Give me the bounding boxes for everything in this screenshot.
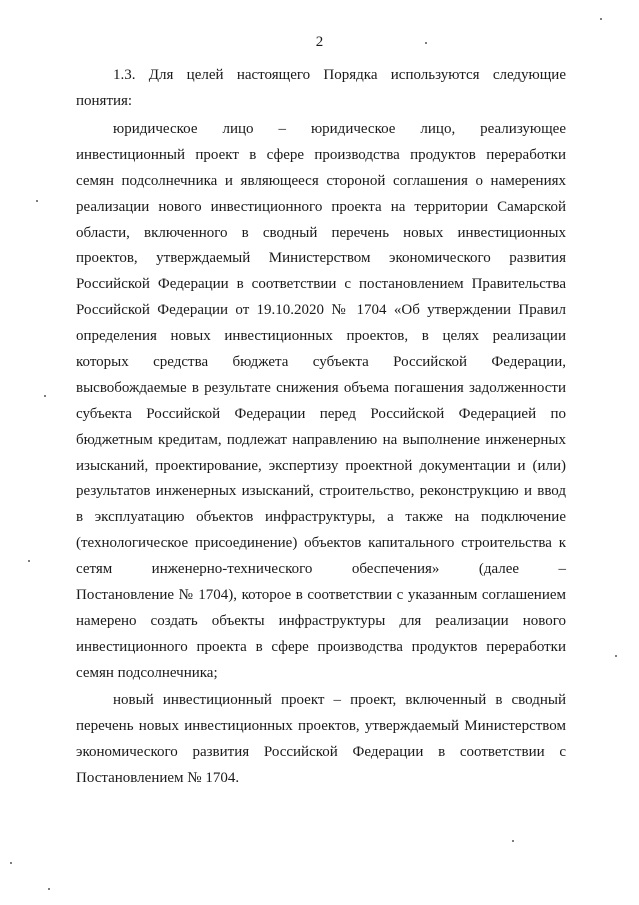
paragraph-legal-entity-definition: [76, 117, 566, 687]
text-line: (технологическое присоединение) объектов капитального строительства к: [76, 535, 566, 552]
text-line: инвестиционный проект в сфере производства продуктов переработки: [76, 146, 566, 163]
scan-speck: [600, 18, 602, 20]
scan-speck: [615, 655, 617, 657]
text-line: намерено создать объекты инфраструктуры для реализации нового: [76, 612, 566, 629]
text-line: бюджетным кредитам, подлежат направлению на выполнение инженерных: [76, 431, 566, 448]
paragraph-definitions-intro: [76, 63, 566, 115]
text-line: сетям инженерно-технического обеспечения» (далее –: [76, 561, 566, 578]
scan-speck: [48, 888, 50, 890]
text-line: Постановлением № 1704.: [76, 769, 240, 786]
scan-speck: [36, 200, 38, 202]
text-line: юридическое лицо – юридическое лицо, реализующее: [113, 121, 566, 137]
text-line: перечень новых инвестиционных проектов, утверждаемый Министерством: [76, 717, 566, 734]
text-line: семян подсолнечника;: [76, 664, 218, 681]
text-line: реализации нового инвестиционного проекта на территории Самарской: [76, 198, 566, 215]
text-line: изысканий, проектирование, экспертизу проектной документации и (или): [76, 457, 566, 474]
text-line: Постановление № 1704), которое в соответствии с указанным соглашением: [76, 587, 566, 604]
scan-speck: [425, 42, 427, 44]
scan-speck: [10, 862, 12, 864]
text-line: инвестиционного проекта в сфере производства продуктов переработки: [76, 638, 566, 655]
text-line: области, включенного в сводный перечень новых инвестиционных: [76, 224, 566, 241]
scan-speck: [44, 395, 46, 397]
scan-speck: [28, 560, 30, 562]
page-number: 2: [315, 34, 324, 50]
text-line: которых средства бюджета субъекта Российской Федерации,: [76, 354, 566, 371]
paragraph-new-project-definition: [76, 688, 566, 792]
text-line: высвобождаемые в результате снижения объема погашения задолженности: [76, 379, 566, 396]
text-line: Российской Федерации от 19.10.2020 № 1704 «Об утверждении Правил: [76, 302, 566, 319]
text-line: субъекта Российской Федерации перед Российской Федерацией по: [76, 405, 566, 422]
text-line: результатов инженерных изысканий, строительство, реконструкцию и ввод: [76, 483, 566, 500]
text-line: Российской Федерации в соответствии с постановлением Правительства: [76, 276, 566, 293]
text-line: понятия:: [76, 92, 133, 109]
text-line: 1.3. Для целей настоящего Порядка используются следующие: [113, 67, 566, 83]
text-line: проектов, утверждаемый Министерством экономического развития: [76, 250, 566, 267]
text-line: в эксплуатацию объектов инфраструктуры, а также на подключение: [76, 509, 566, 526]
text-line: определения новых инвестиционных проектов, в целях реализации: [76, 328, 566, 345]
text-line: новый инвестиционный проект – проект, включенный в сводный: [113, 692, 566, 708]
scan-speck: [512, 840, 514, 842]
text-line: семян подсолнечника и являющееся стороной соглашения о намерениях: [76, 172, 566, 189]
text-line: экономического развития Российской Федерации в соответствии с: [76, 743, 566, 760]
